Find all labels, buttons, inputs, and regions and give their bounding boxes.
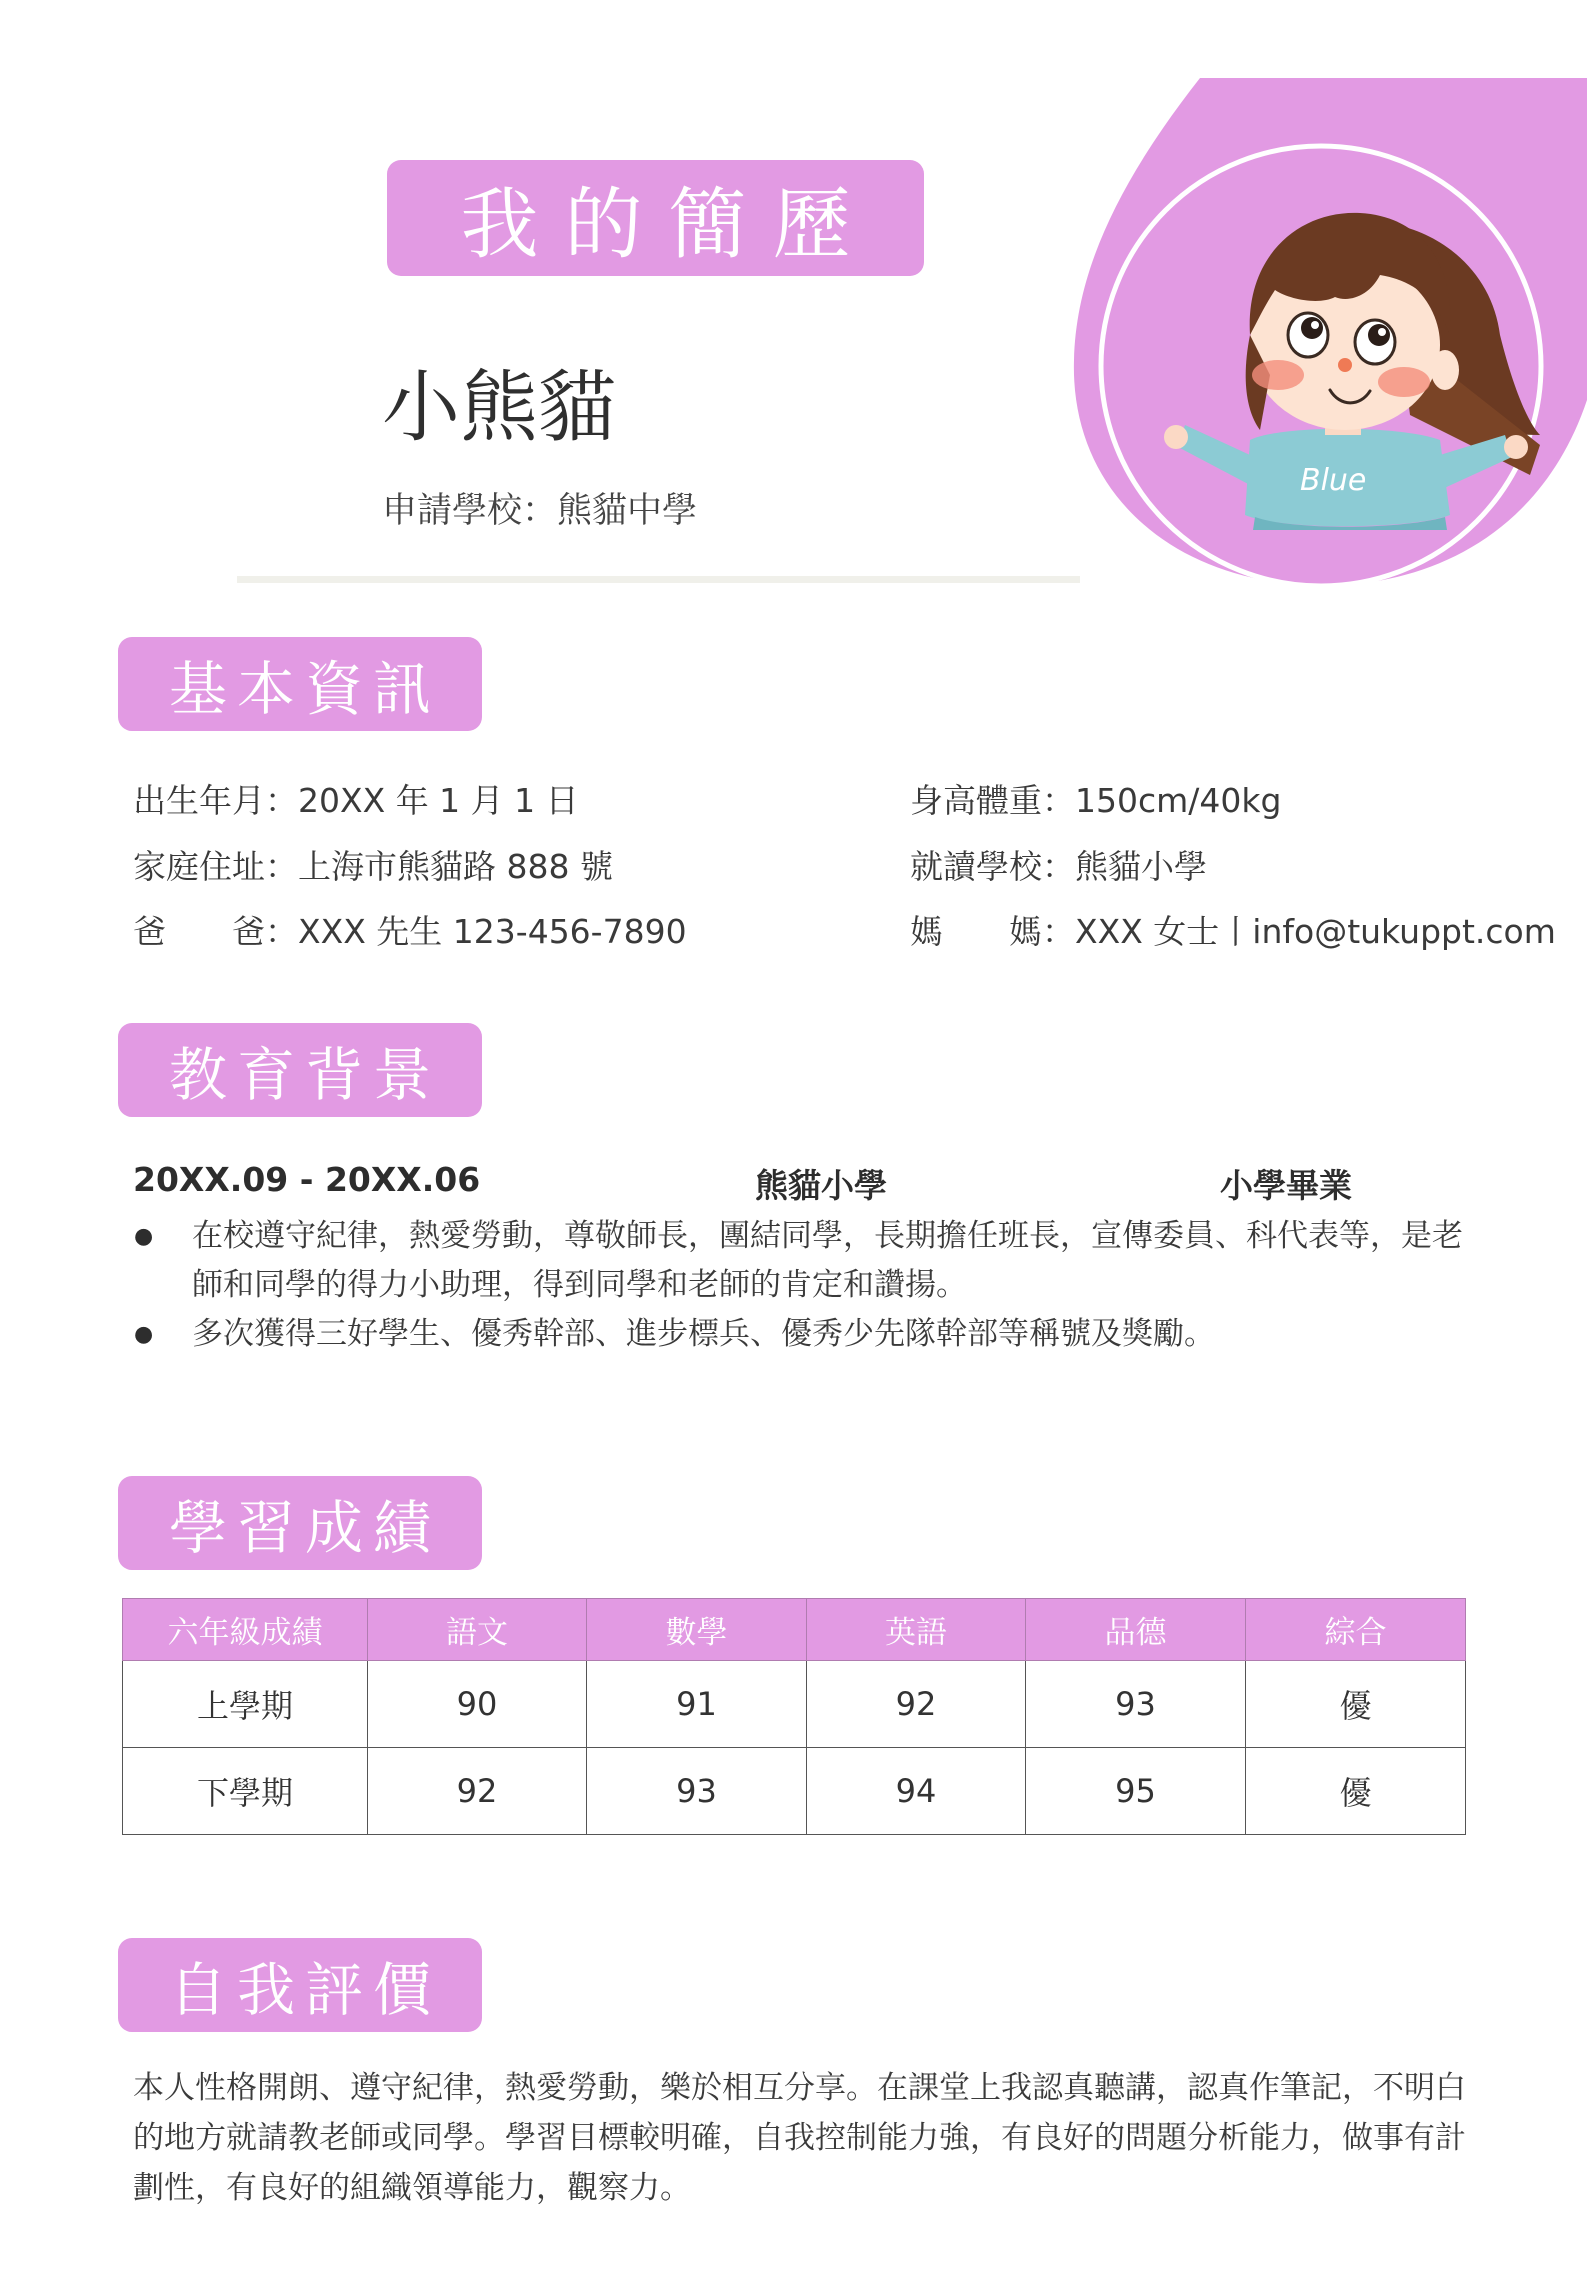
column-header: 品德 bbox=[1026, 1599, 1246, 1661]
resume-title: 我的簡歷 bbox=[387, 160, 924, 276]
field-label: 就讀學校： bbox=[910, 847, 1075, 886]
field-value: XXX 先生 123-456-7890 bbox=[298, 912, 687, 951]
column-header: 綜合 bbox=[1246, 1599, 1466, 1661]
table-row bbox=[123, 1661, 1466, 1748]
applying-school bbox=[382, 483, 697, 533]
field-height-weight bbox=[910, 775, 1281, 822]
field-label: 媽 媽： bbox=[910, 912, 1075, 951]
section-heading-self-eval: 自我評價 bbox=[118, 1938, 482, 2032]
header-divider bbox=[237, 576, 1080, 583]
education-degree: 小學畢業 bbox=[1220, 1166, 1352, 1205]
field-value: 上海市熊貓路 888 號 bbox=[298, 847, 613, 886]
sweater-text: Blue bbox=[1300, 463, 1367, 498]
field-label: 爸 爸： bbox=[133, 912, 298, 951]
table-cell: 上學期 bbox=[123, 1661, 368, 1748]
field-father bbox=[133, 906, 687, 953]
applying-school-value: 熊貓中學 bbox=[557, 491, 698, 531]
column-header: 英語 bbox=[807, 1599, 1026, 1661]
table-cell: 95 bbox=[1026, 1748, 1246, 1835]
self-evaluation-text: 本人性格開朗、遵守紀律，熱愛勞動，樂於相互分享。在課堂上我認真聽講，認真作筆記，不明白的地方就請教老師或同學。學習目標較明確，自我控制能力強，有良好的問題分析能力，做事有計劃性，有良好的組織領導能力，觀察力。 bbox=[133, 2070, 1466, 2206]
field-value: 20XX 年 1 月 1 日 bbox=[298, 781, 579, 820]
table-cell: 優 bbox=[1246, 1748, 1466, 1835]
table-row bbox=[123, 1748, 1466, 1835]
avatar bbox=[1150, 185, 1540, 545]
list-item: ● 多次獲得三好學生、優秀幹部、進步標兵、優秀少先隊幹部等稱號及獎勵。 bbox=[130, 1310, 1470, 1359]
section-heading-grades: 學習成績 bbox=[118, 1476, 482, 1570]
section-heading-basic: 基本資訊 bbox=[118, 637, 482, 731]
table-cell: 91 bbox=[587, 1661, 807, 1748]
field-value: 熊貓小學 bbox=[1075, 847, 1207, 886]
table-cell: 93 bbox=[587, 1748, 807, 1835]
table-cell: 92 bbox=[368, 1748, 587, 1835]
field-value: 150cm/40kg bbox=[1075, 781, 1282, 820]
field-address bbox=[133, 841, 613, 888]
field-current-school bbox=[910, 841, 1207, 888]
field-label: 家庭住址： bbox=[133, 847, 298, 886]
table-cell: 優 bbox=[1246, 1661, 1466, 1748]
column-header: 六年級成績 bbox=[123, 1599, 368, 1661]
field-value: XXX 女士丨info@tukuppt.com bbox=[1075, 912, 1556, 951]
field-mother bbox=[910, 906, 1556, 953]
applying-school-label: 申請學校： bbox=[382, 491, 558, 531]
list-item: ● 在校遵守紀律，熱愛勞動，尊敬師長，團結同學，長期擔任班長，宣傳委員、科代表等，是老師和同學的得力小助理，得到同學和老師的肯定和讚揚。 bbox=[130, 1212, 1470, 1310]
column-header: 語文 bbox=[368, 1599, 587, 1661]
table-cell: 92 bbox=[807, 1661, 1026, 1748]
girl-avatar-icon bbox=[1150, 185, 1540, 545]
table-header-row bbox=[123, 1599, 1466, 1661]
table-cell: 94 bbox=[807, 1748, 1026, 1835]
education-period: 20XX.09 - 20XX.06 bbox=[133, 1160, 481, 1199]
applicant-name: 小熊貓 bbox=[382, 363, 617, 453]
field-birth bbox=[133, 775, 579, 822]
education-school: 熊貓小學 bbox=[755, 1166, 887, 1205]
field-label: 身高體重： bbox=[910, 781, 1075, 820]
field-label: 出生年月： bbox=[133, 781, 298, 820]
grades-table bbox=[122, 1598, 1466, 1835]
table-cell: 下學期 bbox=[123, 1748, 368, 1835]
column-header: 數學 bbox=[587, 1599, 807, 1661]
education-bullets bbox=[130, 1212, 1470, 1359]
section-heading-education: 教育背景 bbox=[118, 1023, 482, 1117]
table-cell: 90 bbox=[368, 1661, 587, 1748]
table-cell: 93 bbox=[1026, 1661, 1246, 1748]
